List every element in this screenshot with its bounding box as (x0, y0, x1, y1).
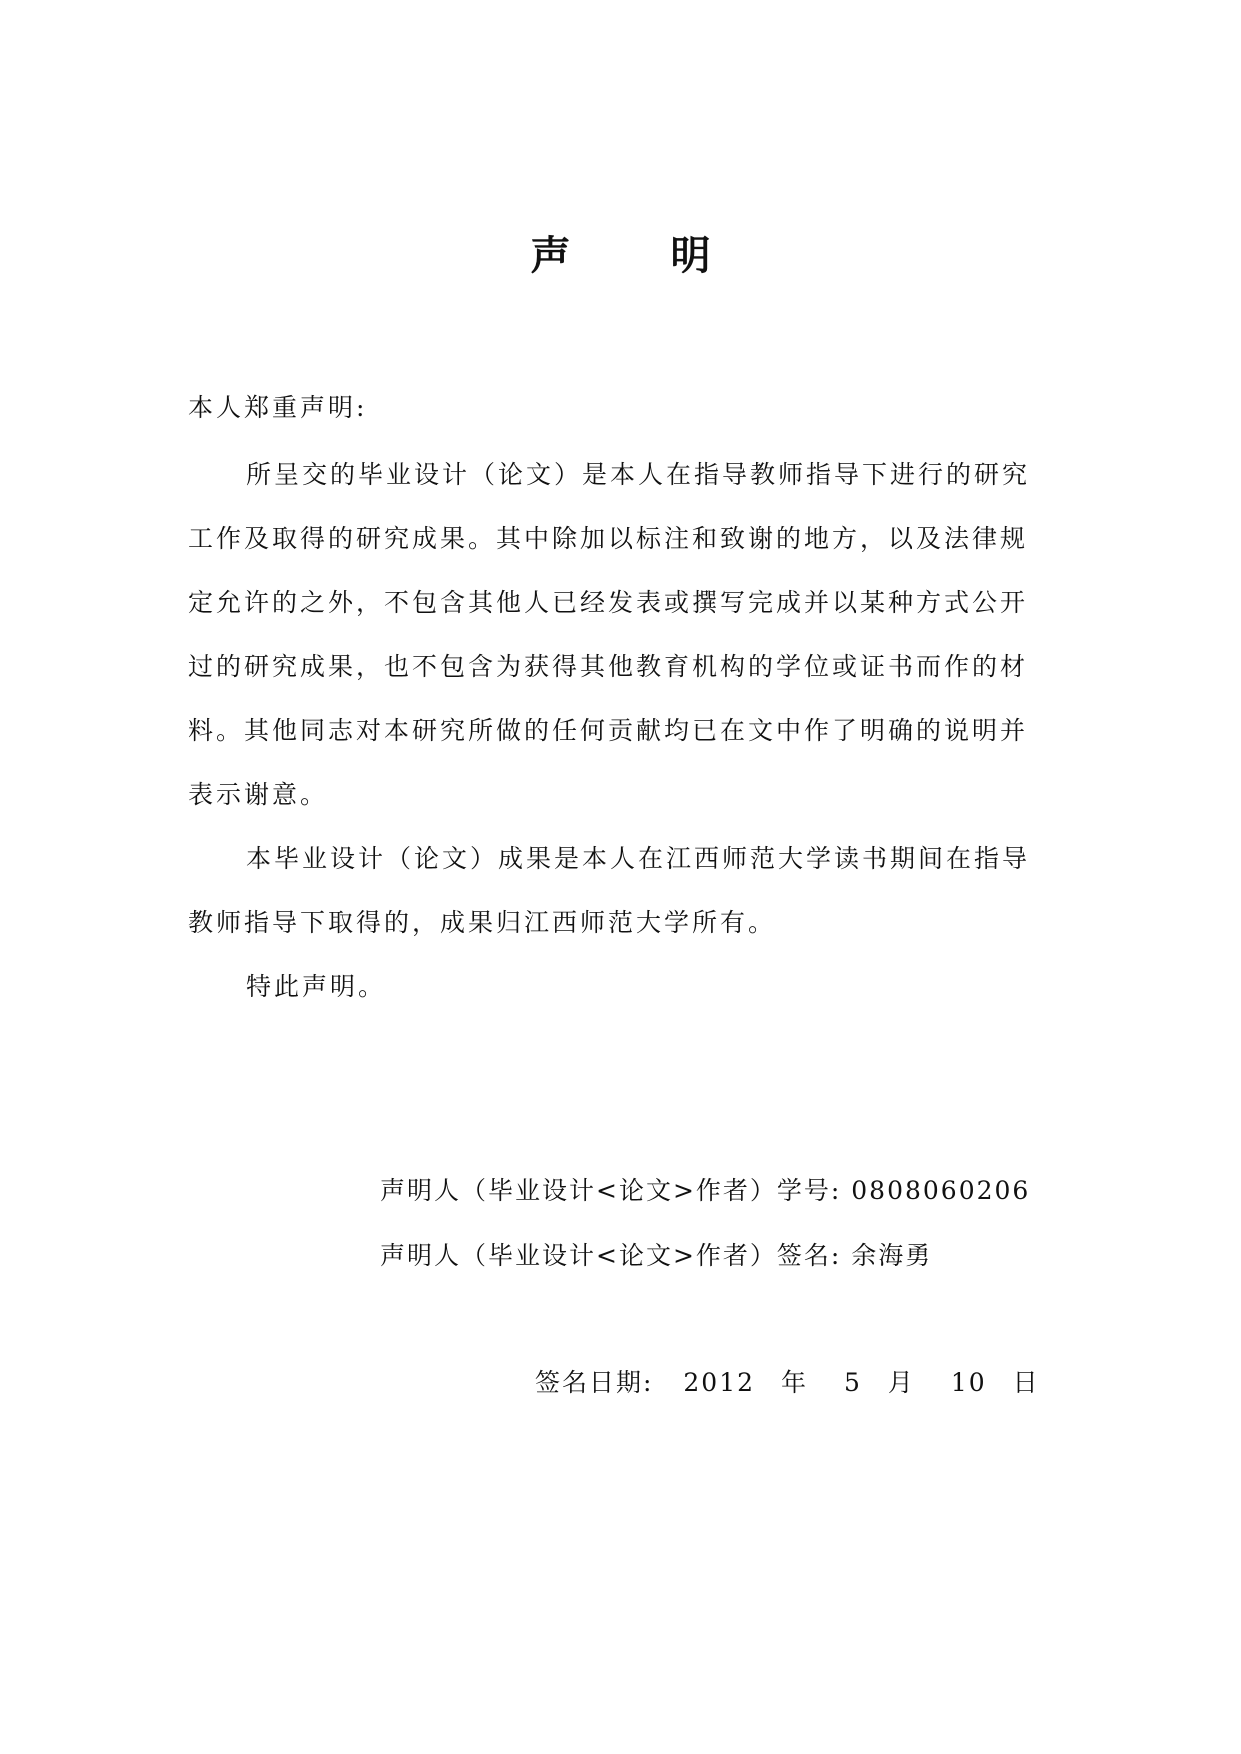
date-year-unit: 年 (781, 1368, 809, 1397)
date-day-unit: 日 (1012, 1368, 1040, 1397)
date-label: 签名日期: (535, 1368, 654, 1397)
date-month-unit: 月 (887, 1368, 915, 1397)
signature-label: 声明人（毕业设计<论文>作者）签名: (380, 1241, 842, 1270)
page-title (0, 228, 1241, 284)
declaration-closing: 特此声明。 (246, 972, 387, 1001)
signature-line (380, 1228, 932, 1284)
date-day: 10 (950, 1368, 987, 1397)
signature-date-line (535, 1355, 1046, 1411)
signature-name: 余海勇 (851, 1241, 933, 1270)
title-char-1: 声 (530, 232, 571, 279)
date-year: 2012 (683, 1368, 756, 1397)
declaration-paragraph-2: 本毕业设计（论文）成果是本人在江西师范大学读书期间在指导教师指导下取得的，成果归江西师范大学所有。 (188, 844, 1031, 937)
declaration-paragraph-1: 所呈交的毕业设计（论文）是本人在指导教师指导下进行的研究工作及取得的研究成果。其中除加以标注和致谢的地方，以及法律规定允许的之外，不包含其他人已经发表或撰写完成并以某种方式公开过的研究成果，也不包含为获得其他教育机构的学位或证书而作的材料。其他同志对本研究所做的任何贡献均已在文中作了明确的说明并表示谢意。 (188, 460, 1031, 809)
opening-line: 本人郑重声明: (188, 393, 368, 422)
student-id-label: 声明人（毕业设计<论文>作者）学号: (380, 1176, 842, 1205)
title-char-2: 明 (670, 232, 711, 279)
date-month: 5 (843, 1368, 862, 1397)
student-id-value: 0808060206 (851, 1176, 1031, 1205)
student-id-line (380, 1163, 1030, 1219)
